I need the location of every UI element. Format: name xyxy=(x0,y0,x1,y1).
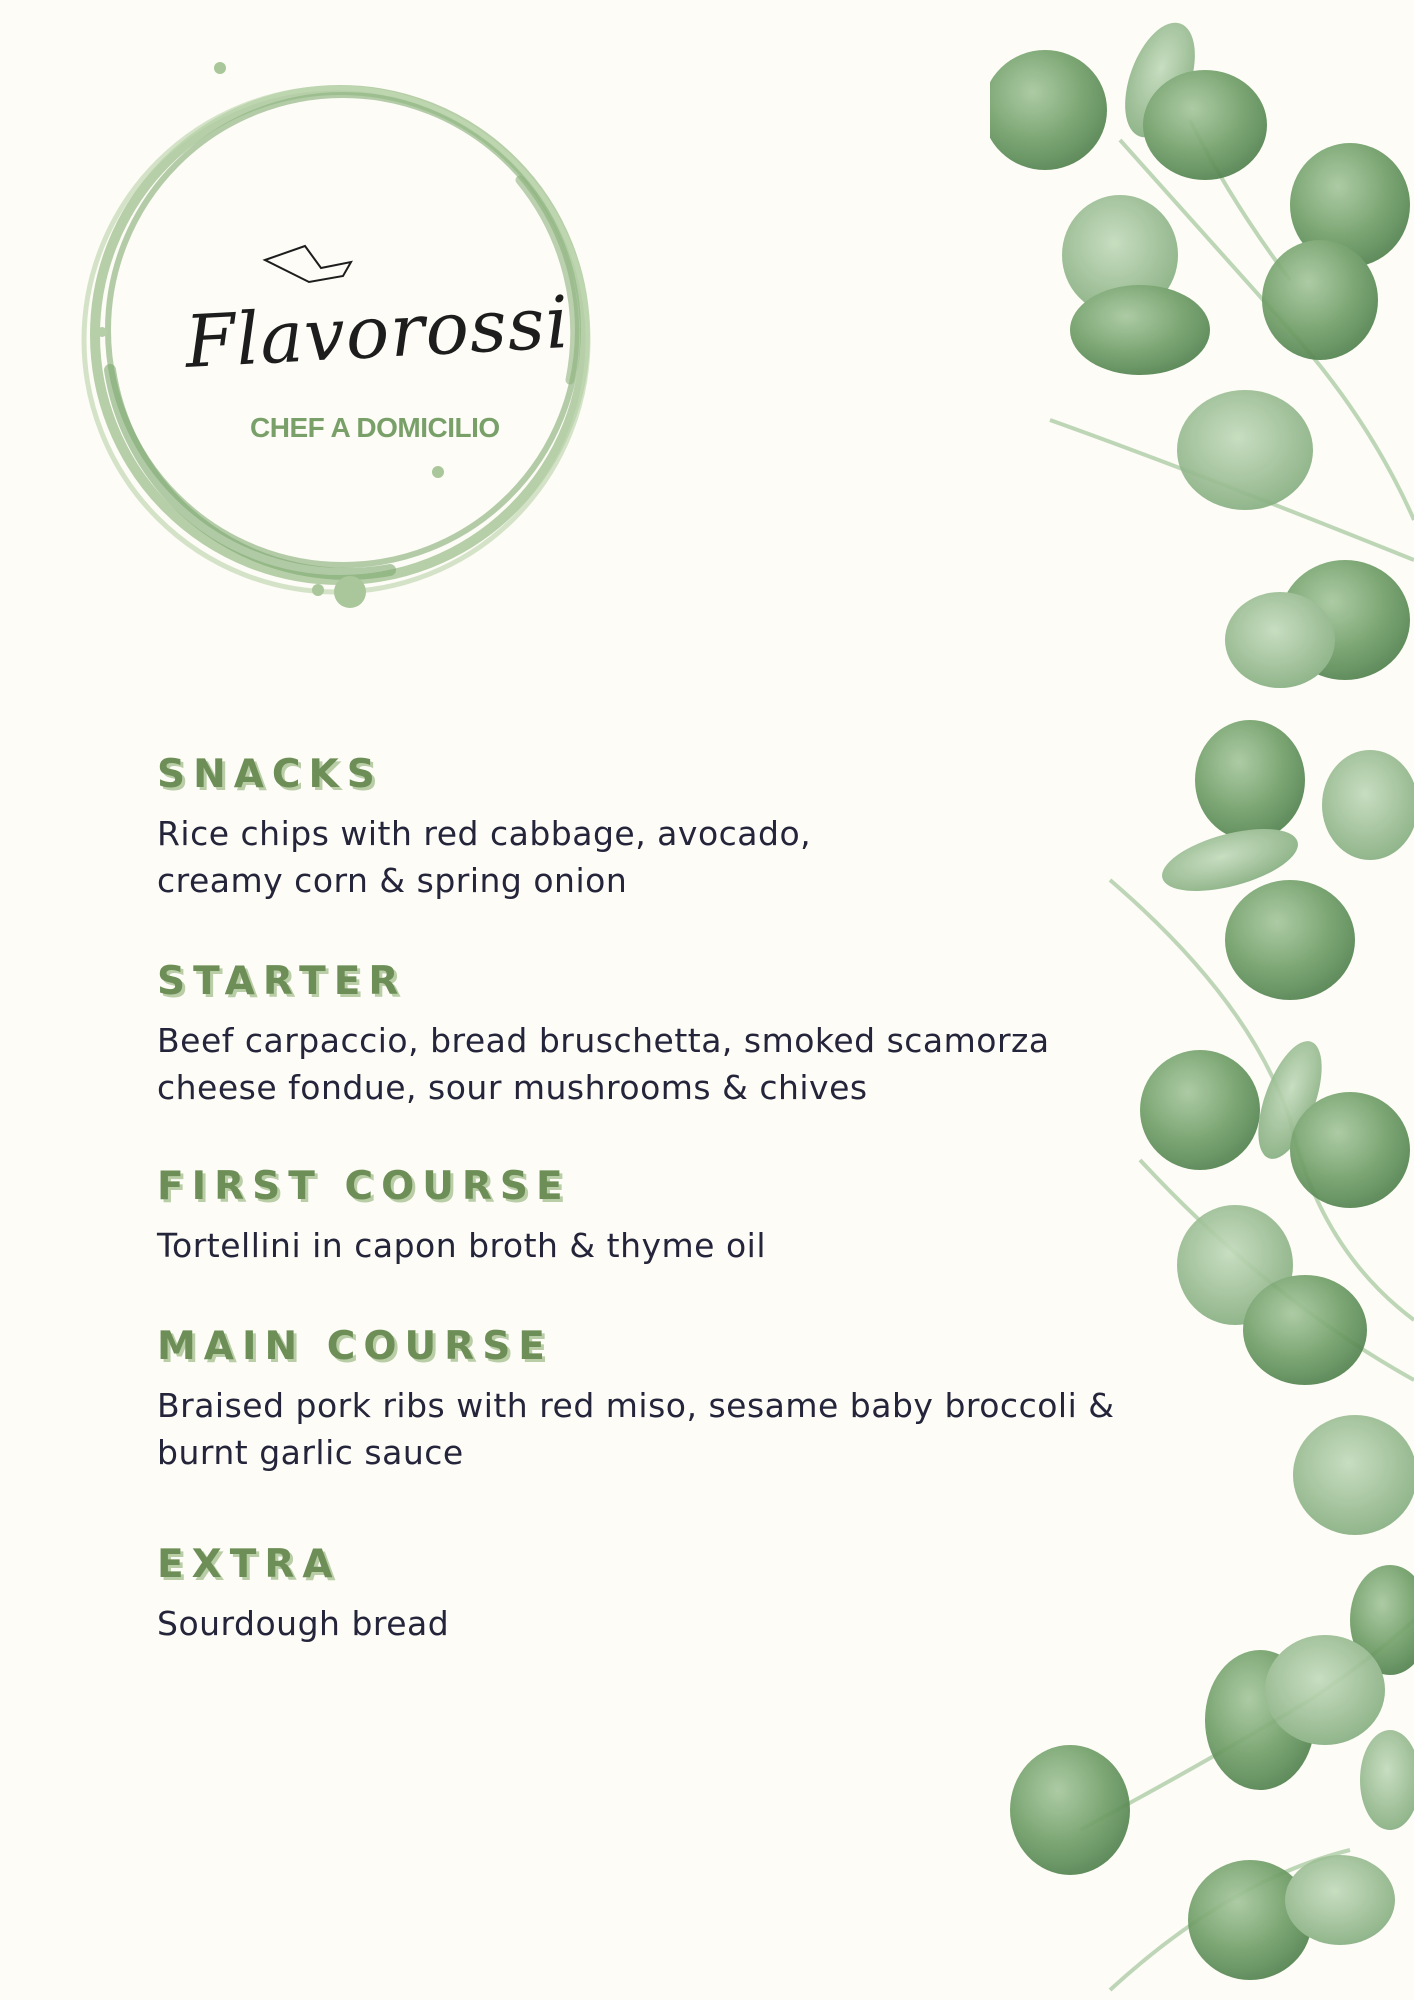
description-line: Rice chips with red cabbage, avocado, xyxy=(157,814,812,853)
section-description xyxy=(157,1222,766,1269)
description-line: Beef carpaccio, bread bruschetta, smoked scamorza xyxy=(157,1021,1050,1060)
description-line: Tortellini in capon broth & thyme oil xyxy=(157,1226,767,1265)
section-description xyxy=(157,1600,449,1647)
section-heading: EXTRA xyxy=(157,1542,341,1587)
brand-script-name: Flavorossi xyxy=(183,279,572,385)
section-description xyxy=(157,1017,1050,1111)
description-line: Braised pork ribs with red miso, sesame baby broccoli & xyxy=(157,1386,1115,1425)
brand-subtitle: CHEF A DOMICILIO xyxy=(250,412,500,443)
section-heading: SNACKS xyxy=(157,752,383,797)
brand-logo xyxy=(50,50,630,630)
section-heading: STARTER xyxy=(157,959,407,1004)
description-line: burnt garlic sauce xyxy=(157,1433,464,1472)
section-heading: MAIN COURSE xyxy=(157,1324,553,1369)
menu-section-first-course xyxy=(157,1164,766,1269)
menu-section-snacks xyxy=(157,752,811,904)
menu-section-extra xyxy=(157,1542,449,1647)
description-line: Sourdough bread xyxy=(157,1604,450,1643)
menu-section-main-course xyxy=(157,1324,1114,1476)
menu-section-starter xyxy=(157,959,1050,1111)
description-line: cheese fondue, sour mushrooms & chives xyxy=(157,1068,868,1107)
section-description xyxy=(157,810,811,904)
section-description xyxy=(157,1382,1114,1476)
description-line: creamy corn & spring onion xyxy=(157,861,628,900)
eucalyptus-leaves-icon xyxy=(990,0,1414,2000)
section-heading: FIRST COURSE xyxy=(157,1164,571,1209)
